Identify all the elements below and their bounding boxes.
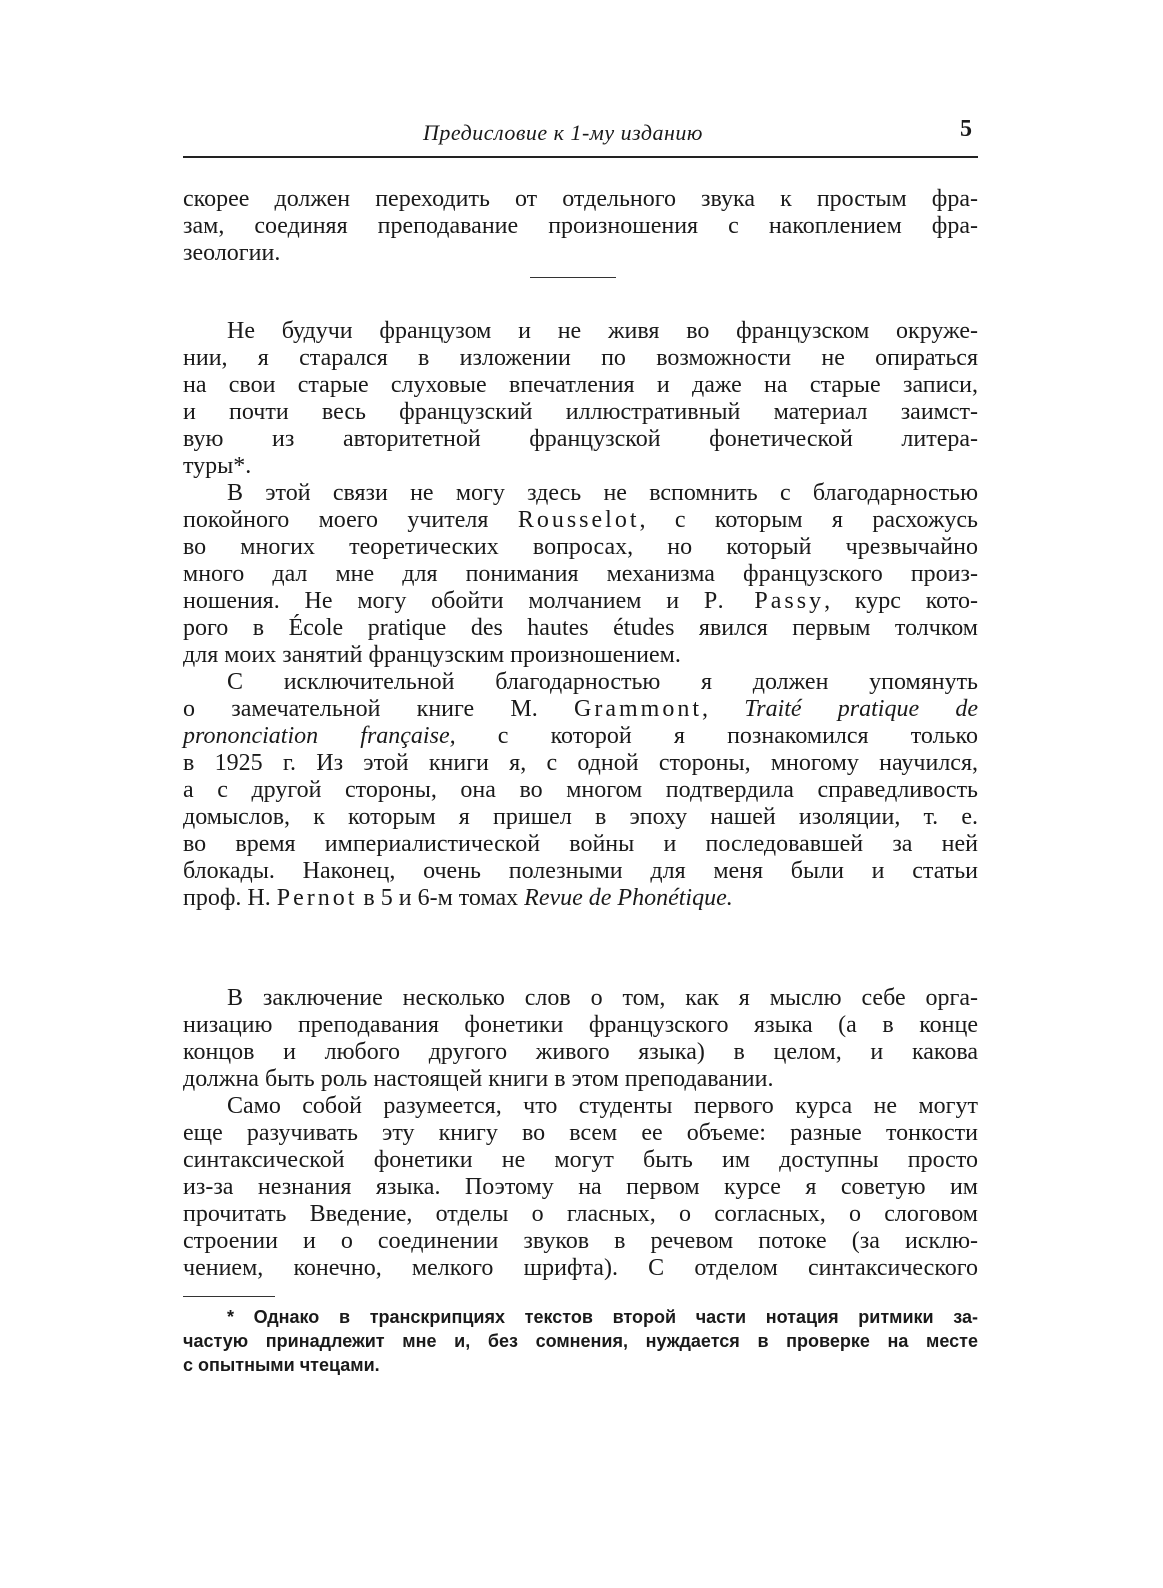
text-run: в 5 и 6-м томах	[357, 885, 525, 911]
author-name: Grammont	[574, 696, 702, 722]
text-line: во время империалистической войны и последовавшей за ней	[183, 831, 978, 857]
text-line: много дал мне для понимания механизма французского произ-	[183, 561, 978, 587]
text-line: скорее должен переходить от отдельного звука к простым фра-	[183, 186, 978, 212]
author-name: P. Passy	[703, 588, 825, 614]
text-line: туры*.	[183, 453, 252, 479]
text-line	[183, 507, 978, 534]
text-line: прочитать Введение, отделы о гласных, о согласных, о слоговом	[183, 1201, 978, 1227]
author-name: Rousselot	[517, 507, 640, 533]
text-line: из-за незнания языка. Поэтому на первом курсе я советую им	[183, 1174, 978, 1200]
text-line: для моих занятий французским произношением.	[183, 642, 681, 668]
footnote-line: частую принадлежит мне и, без сомнения, нуждается в проверке на месте	[183, 1331, 978, 1351]
text-line: Само собой разумеется, что студенты первого курса не могут	[227, 1093, 978, 1119]
section-acknowledgements	[183, 318, 978, 912]
text-line: должна быть роль настоящей книги в этом преподавании.	[183, 1066, 774, 1092]
footnote-line: * Однако в транскрипциях текстов второй части нотация ритмики за-	[227, 1307, 978, 1327]
text-run: ношения. Не могу обойти молчанием и	[183, 588, 704, 614]
text-run: о замечательной книге М.	[183, 696, 574, 722]
footnote-rule	[183, 1296, 275, 1297]
text-line: рого в École pratique des hautes études явился первым толчком	[183, 615, 978, 641]
continuation-paragraph	[183, 186, 978, 267]
text-line: низацию преподавания фонетики французского языка (а в конце	[183, 1012, 978, 1038]
text-line: строении и о соединении звуков в речевом потоке (за исклю-	[183, 1228, 978, 1254]
text-run: , курс кото-	[824, 588, 978, 614]
header-rule	[183, 156, 978, 158]
text-line: домыслов, к которым я пришел в эпоху нашей изоляции, т. е.	[183, 804, 978, 830]
footnote-line: с опытными чтецами.	[183, 1355, 380, 1375]
text-run: покойного моего учителя	[183, 507, 518, 533]
text-line	[183, 723, 978, 750]
header-title: Предисловие к 1-му изданию	[423, 120, 703, 145]
text-line: концов и любого другого живого языка) в целом, и какова	[183, 1039, 978, 1065]
footnote	[183, 1305, 978, 1377]
text-line: зеологии.	[183, 240, 281, 266]
text-line: В заключение несколько слов о том, как я мыслю себе орга-	[227, 985, 978, 1011]
text-line: на свои старые слуховые впечатления и даже на старые записи,	[183, 372, 978, 398]
text-line: во многих теоретических вопросах, но который чрезвычайно	[183, 534, 978, 560]
text-line	[183, 588, 978, 615]
text-run: проф. H.	[183, 885, 277, 911]
text-line: блокады. Наконец, очень полезными для меня были и статьи	[183, 858, 978, 884]
text-run: , с которым я расхожусь	[639, 507, 978, 533]
text-line: в 1925 г. Из этой книги я, с одной стороны, многому научился,	[183, 750, 978, 776]
text-line: В этой связи не могу здесь не вспомнить с благодарностью	[227, 480, 978, 506]
text-line: чением, конечно, мелкого шрифта). С отделом синтаксического	[183, 1255, 978, 1281]
text-line: Не будучи французом и не живя во французском окруже-	[227, 318, 978, 344]
text-run: с которой я познакомился только	[455, 723, 978, 749]
text-line: С исключительной благодарностью я должен упомянуть	[227, 669, 978, 695]
book-title: prononciation française,	[183, 723, 456, 749]
section-separator	[530, 277, 616, 278]
text-line	[183, 885, 978, 912]
section-conclusion	[183, 985, 978, 1282]
text-line: нии, я старался в изложении по возможности не опираться	[183, 345, 978, 371]
text-line	[183, 696, 978, 723]
text-line: а с другой стороны, она во многом подтвердила справедливость	[183, 777, 978, 803]
text-line: еще разучивать эту книгу во всем ее объеме: разные тонкости	[183, 1120, 978, 1146]
author-name: Pernot	[276, 885, 358, 911]
journal-title: Revue de Phonétique.	[524, 885, 733, 911]
text-line: зам, соединяя преподавание произношения с накоплением фра-	[183, 213, 978, 239]
book-title: Traité pratique de	[744, 696, 979, 722]
text-line: и почти весь французский иллюстративный материал заимст-	[183, 399, 978, 425]
text-run: ,	[701, 696, 745, 722]
running-header	[183, 116, 978, 150]
text-line: синтаксической фонетики не могут быть им доступны просто	[183, 1147, 978, 1173]
page-number: 5	[960, 116, 972, 142]
text-line: вую из авторитетной французской фонетической литера-	[183, 426, 978, 452]
